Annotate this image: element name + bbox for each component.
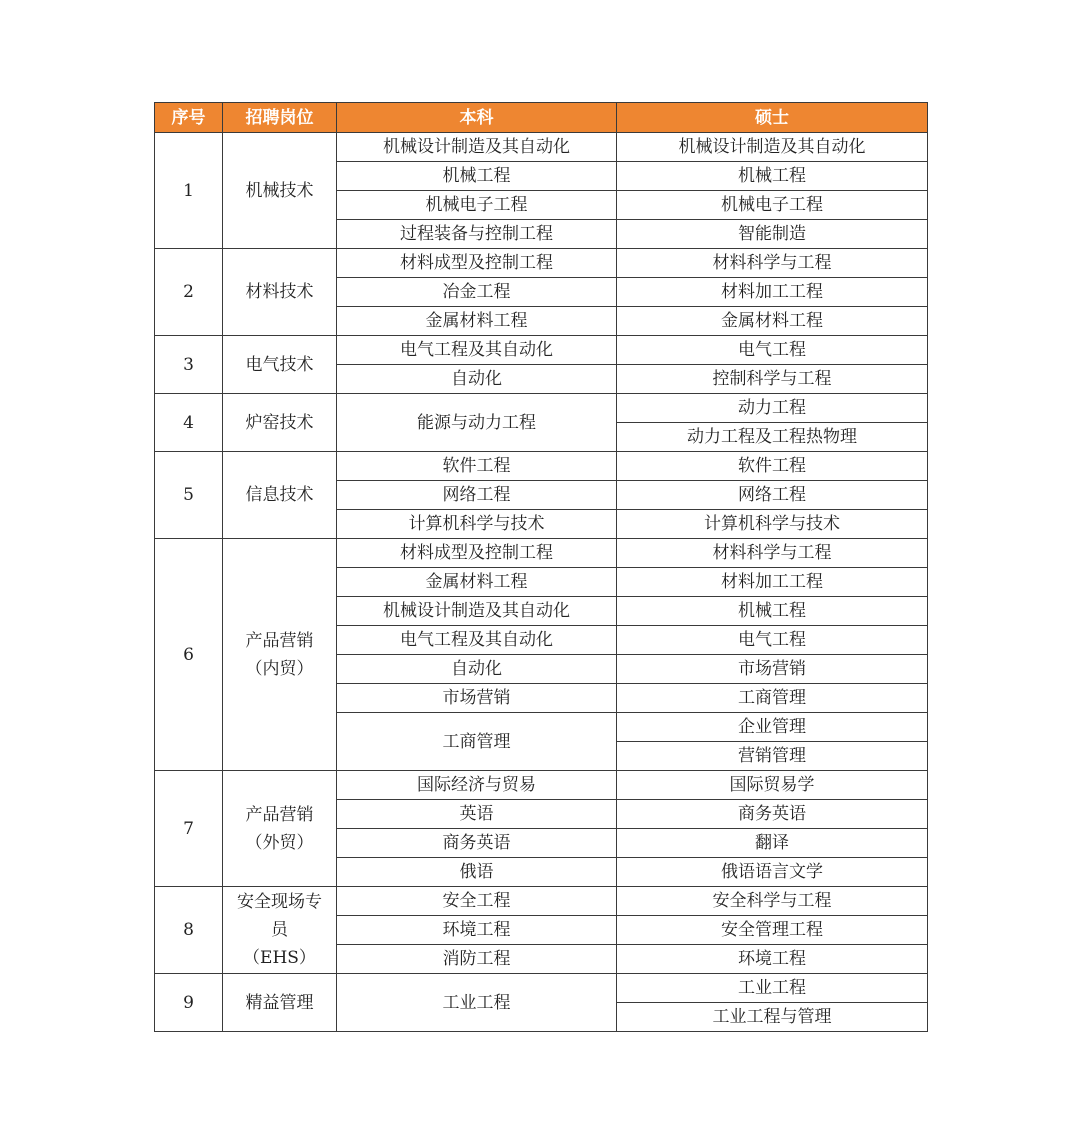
- row-index: 6: [155, 539, 223, 771]
- table-row: [155, 539, 928, 568]
- position-line: 电气技术: [245, 354, 314, 375]
- master-major: 商务英语: [617, 800, 928, 829]
- position-line: 精益管理: [245, 992, 314, 1013]
- bachelor-major: 机械设计制造及其自动化: [337, 133, 617, 162]
- position-cell: [223, 336, 337, 394]
- table-row: [155, 394, 928, 423]
- bachelor-major: 材料成型及控制工程: [337, 249, 617, 278]
- bachelor-major: 俄语: [337, 858, 617, 887]
- row-index: 8: [155, 887, 223, 974]
- header-row: [155, 103, 928, 133]
- table-row: [155, 336, 928, 365]
- header-index: 序号: [155, 103, 223, 133]
- row-index: 1: [155, 133, 223, 249]
- bachelor-major: 消防工程: [337, 945, 617, 974]
- position-line: 员: [271, 920, 288, 940]
- master-major: 网络工程: [617, 481, 928, 510]
- position-line: 信息技术: [245, 485, 314, 505]
- position-line: 产品营销: [245, 804, 314, 825]
- master-major: 企业管理: [617, 713, 928, 742]
- position-cell: [223, 249, 337, 336]
- position-cell: [223, 887, 337, 974]
- position-cell: [223, 452, 337, 539]
- position-line: （EHS）: [243, 948, 316, 968]
- master-major: 电气工程: [617, 336, 928, 365]
- master-major: 材料科学与工程: [617, 249, 928, 278]
- header-bachelor: 本科: [337, 103, 617, 133]
- bachelor-major: 自动化: [337, 655, 617, 684]
- table-row: [155, 887, 928, 916]
- master-major: 机械电子工程: [617, 191, 928, 220]
- bachelor-major: 电气工程及其自动化: [337, 336, 617, 365]
- position-line: （内贸）: [245, 658, 314, 679]
- row-index: 7: [155, 771, 223, 887]
- table-row: [155, 133, 928, 162]
- position-line: （外贸）: [245, 832, 314, 853]
- master-major: 机械工程: [617, 597, 928, 626]
- bachelor-major: 机械设计制造及其自动化: [337, 597, 617, 626]
- bachelor-major: 自动化: [337, 365, 617, 394]
- table-body: [155, 133, 928, 1032]
- master-major: 材料加工工程: [617, 278, 928, 307]
- bachelor-major: 英语: [337, 800, 617, 829]
- master-major: 工业工程: [617, 974, 928, 1003]
- header-master: 硕士: [617, 103, 928, 133]
- bachelor-major: 网络工程: [337, 481, 617, 510]
- recruitment-table: [154, 102, 928, 1032]
- master-major: 营销管理: [617, 742, 928, 771]
- position-line: 产品营销: [245, 630, 314, 651]
- position-cell: [223, 133, 337, 249]
- master-major: 国际贸易学: [617, 771, 928, 800]
- master-major: 工商管理: [617, 684, 928, 713]
- master-major: 市场营销: [617, 655, 928, 684]
- bachelor-major: 金属材料工程: [337, 568, 617, 597]
- header-position: 招聘岗位: [223, 103, 337, 133]
- bachelor-major: 环境工程: [337, 916, 617, 945]
- table-row: [155, 974, 928, 1003]
- master-major: 软件工程: [617, 452, 928, 481]
- row-index: 4: [155, 394, 223, 452]
- row-index: 2: [155, 249, 223, 336]
- master-major: 动力工程: [617, 394, 928, 423]
- bachelor-major: 软件工程: [337, 452, 617, 481]
- bachelor-major: 金属材料工程: [337, 307, 617, 336]
- row-index: 3: [155, 336, 223, 394]
- bachelor-major: 工业工程: [337, 974, 617, 1032]
- master-major: 翻译: [617, 829, 928, 858]
- master-major: 计算机科学与技术: [617, 510, 928, 539]
- position-line: 安全现场专: [237, 892, 322, 912]
- master-major: 环境工程: [617, 945, 928, 974]
- row-index: 5: [155, 452, 223, 539]
- bachelor-major: 计算机科学与技术: [337, 510, 617, 539]
- master-major: 材料科学与工程: [617, 539, 928, 568]
- bachelor-major: 过程装备与控制工程: [337, 220, 617, 249]
- master-major: 金属材料工程: [617, 307, 928, 336]
- master-major: 工业工程与管理: [617, 1003, 928, 1032]
- position-cell: [223, 771, 337, 887]
- row-index: 9: [155, 974, 223, 1032]
- table-row: [155, 452, 928, 481]
- bachelor-major: 电气工程及其自动化: [337, 626, 617, 655]
- bachelor-major: 机械工程: [337, 162, 617, 191]
- master-major: 俄语语言文学: [617, 858, 928, 887]
- bachelor-major: 国际经济与贸易: [337, 771, 617, 800]
- table-header: [155, 103, 928, 133]
- position-line: 材料技术: [245, 282, 314, 302]
- bachelor-major: 安全工程: [337, 887, 617, 916]
- master-major: 智能制造: [617, 220, 928, 249]
- position-cell: [223, 394, 337, 452]
- bachelor-major: 工商管理: [337, 713, 617, 771]
- bachelor-major: 机械电子工程: [337, 191, 617, 220]
- bachelor-major: 市场营销: [337, 684, 617, 713]
- table-row: [155, 771, 928, 800]
- master-major: 安全管理工程: [617, 916, 928, 945]
- position-cell: [223, 974, 337, 1032]
- position-cell: [223, 539, 337, 771]
- table-row: [155, 249, 928, 278]
- master-major: 控制科学与工程: [617, 365, 928, 394]
- bachelor-major: 商务英语: [337, 829, 617, 858]
- master-major: 材料加工工程: [617, 568, 928, 597]
- bachelor-major: 冶金工程: [337, 278, 617, 307]
- position-line: 机械技术: [245, 180, 314, 201]
- master-major: 电气工程: [617, 626, 928, 655]
- bachelor-major: 能源与动力工程: [337, 394, 617, 452]
- master-major: 安全科学与工程: [617, 887, 928, 916]
- master-major: 机械工程: [617, 162, 928, 191]
- position-line: 炉窑技术: [245, 412, 314, 433]
- bachelor-major: 材料成型及控制工程: [337, 539, 617, 568]
- master-major: 动力工程及工程热物理: [617, 423, 928, 452]
- master-major: 机械设计制造及其自动化: [617, 133, 928, 162]
